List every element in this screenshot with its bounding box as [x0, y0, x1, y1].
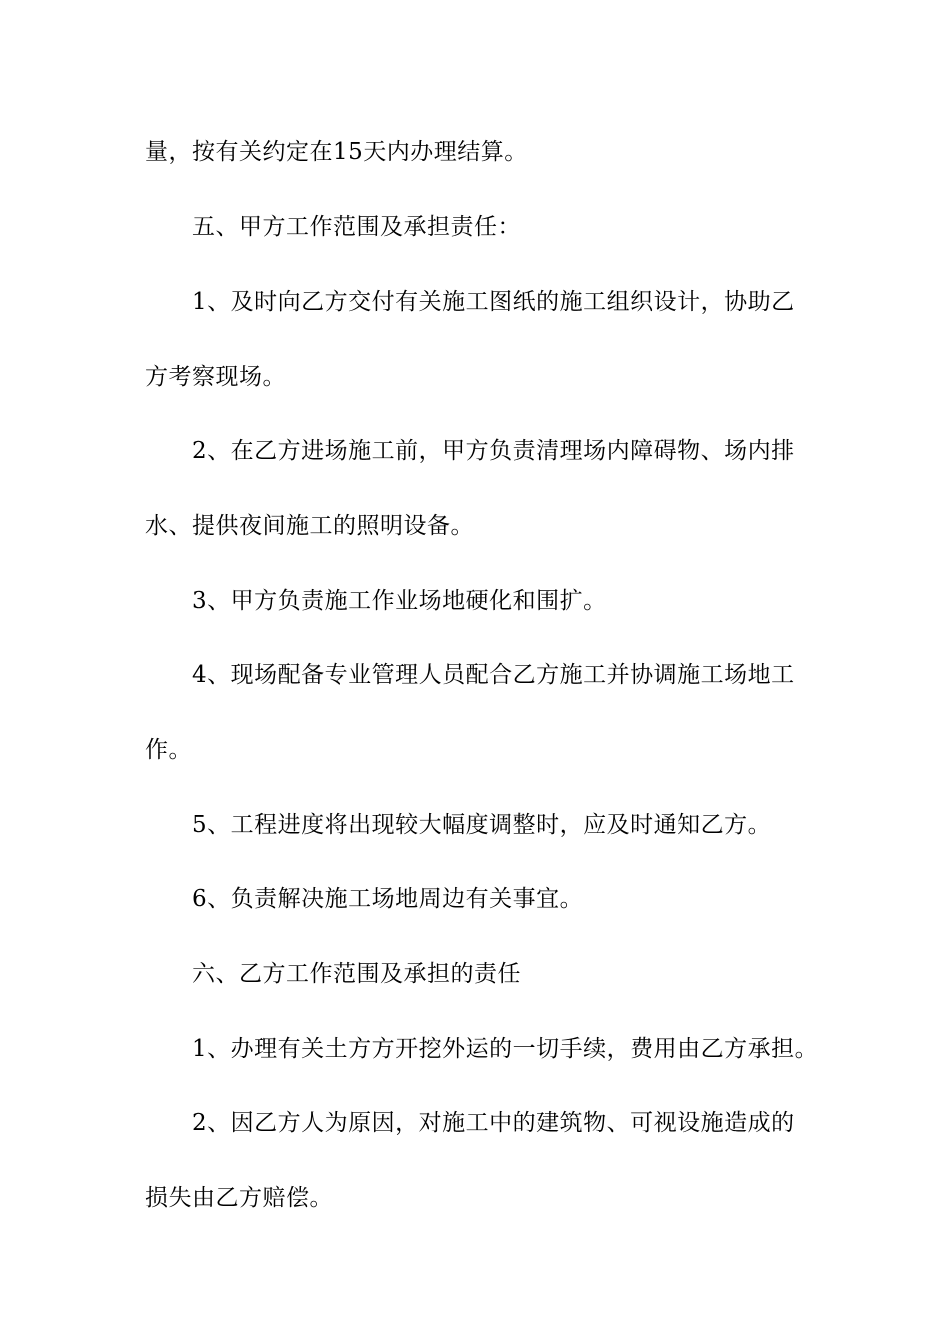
paragraph-line: 1、及时向乙方交付有关施工图纸的施工组织设计，协助乙 — [192, 289, 795, 315]
paragraph-line: 损失由乙方赔偿。 — [145, 1185, 333, 1211]
section-heading: 五、甲方工作范围及承担责任： — [192, 214, 521, 240]
paragraph-line: 3、甲方负责施工作业场地硬化和围扩。 — [192, 588, 607, 614]
paragraph-line: 方考察现场。 — [145, 364, 286, 390]
paragraph-line: 水、提供夜间施工的照明设备。 — [145, 513, 474, 539]
paragraph-line: 6、负责解决施工场地周边有关事宜。 — [192, 886, 584, 912]
paragraph-line: 5、工程进度将出现较大幅度调整时，应及时通知乙方。 — [192, 812, 772, 838]
paragraph-line: 2、因乙方人为原因，对施工中的建筑物、可视设施造成的 — [192, 1110, 795, 1136]
paragraph-line: 作。 — [145, 737, 192, 763]
paragraph-line: 1、办理有关土方方开挖外运的一切手续，费用由乙方承担。 — [192, 1036, 819, 1062]
paragraph-line: 4、现场配备专业管理人员配合乙方施工并协调施工场地工 — [192, 662, 795, 688]
paragraph-line: 量，按有关约定在15天内办理结算。 — [145, 139, 528, 165]
section-heading: 六、乙方工作范围及承担的责任 — [192, 961, 521, 987]
paragraph-line: 2、在乙方进场施工前，甲方负责清理场内障碍物、场内排 — [192, 438, 795, 464]
